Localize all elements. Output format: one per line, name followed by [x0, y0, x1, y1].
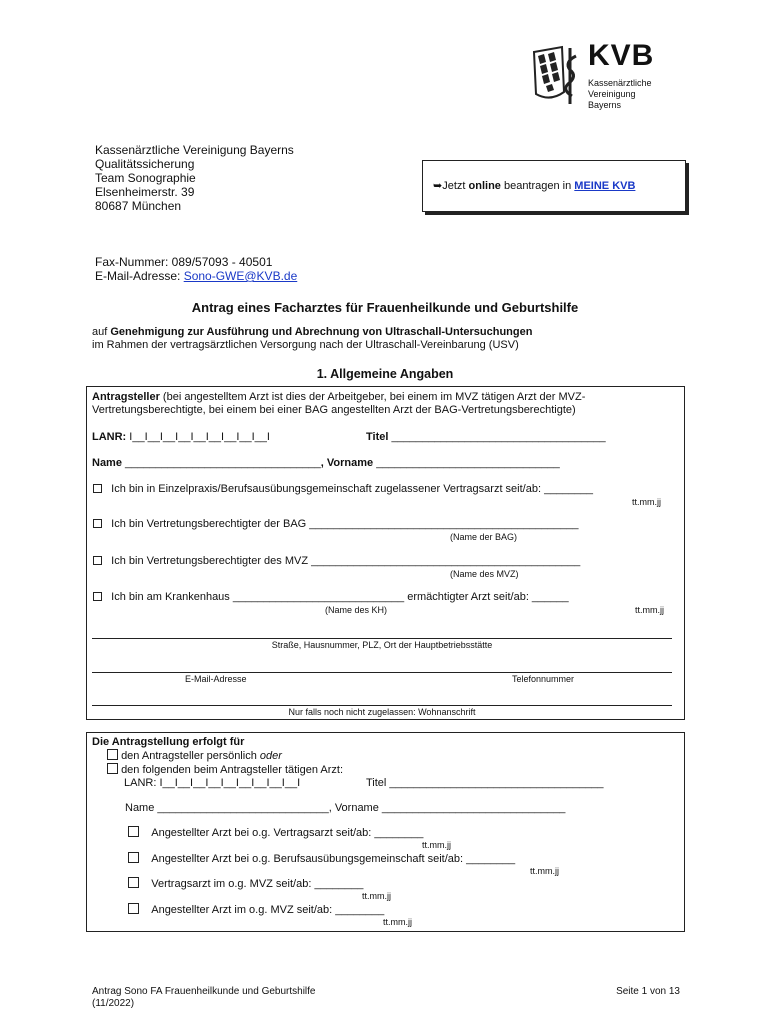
checkbox[interactable]: [128, 852, 139, 863]
arrow-right-icon: ➥: [433, 180, 443, 192]
date-hint: tt.mm.jj: [632, 497, 661, 507]
checkbox[interactable]: [128, 903, 139, 914]
checkbox[interactable]: [107, 749, 118, 760]
name-field[interactable]: Name ________________________________, Vorname ______________________________: [92, 457, 560, 469]
email-link[interactable]: Sono-GWE@KVB.de: [183, 269, 298, 283]
email-contact: E-Mail-Adresse: Sono-GWE@KVB.de: [95, 269, 298, 283]
titel-field[interactable]: Titel ___________________________________: [366, 431, 606, 443]
mvz-name-hint: (Name des MVZ): [450, 569, 519, 579]
page-title: Antrag eines Facharztes für Frauenheilkunde und Geburtshilfe: [191, 300, 579, 315]
lanr-field[interactable]: LANR: I__I__I__I__I__I__I__I__I__I: [92, 431, 270, 443]
footer-doc-name: Antrag Sono FA Frauenheilkunde und Geburtshilfe: [92, 986, 316, 997]
box2-titel-field[interactable]: Titel ___________________________________: [366, 777, 604, 789]
kvb-logo: [530, 40, 700, 110]
box2-title: Die Antragstellung erfolgt für: [92, 736, 245, 748]
antragsteller-desc: Antragsteller (bei angestelltem Arzt ist dies der Arbeitgeber, bei einem im MVZ tätigen Arzt der MVZ- Vertretungsberechtigte, bei einem bei einer BAG angestellten Arzt der BAG-Vertretungsberechtigte): [92, 391, 586, 416]
address-line: Kassenärztliche Vereinigung Bayerns: [95, 143, 294, 157]
opt-einzelpraxis[interactable]: Ich bin in Einzelpraxis/Berufsausübungsgemeinschaft zugelassener Vertragsarzt seit/ab: ________: [93, 483, 593, 496]
logo-brand: KVB: [588, 39, 655, 72]
box2-lanr-field[interactable]: LANR: I__I__I__I__I__I__I__I__I__I: [124, 777, 301, 789]
opt-angestellt-vertragsarzt[interactable]: Angestellter Arzt bei o.g. Vertragsarzt seit/ab: ________: [128, 826, 423, 840]
email-hint: E-Mail-Adresse: [185, 674, 247, 684]
date-hint: tt.mm.jj: [383, 917, 412, 927]
checkbox[interactable]: [128, 826, 139, 837]
date-hint: tt.mm.jj: [530, 866, 559, 876]
logo-subtitle-3: Bayerns: [588, 100, 622, 110]
address-line: 80687 München: [95, 199, 182, 213]
address-input-line[interactable]: [92, 638, 672, 639]
checkbox[interactable]: [93, 556, 102, 565]
date-hint: tt.mm.jj: [422, 840, 451, 850]
checkbox[interactable]: [93, 519, 102, 528]
opt-krankenhaus[interactable]: Ich bin am Krankenhaus ____________________________ ermächtigter Arzt seit/ab: ______: [93, 591, 569, 604]
home-address-hint: Nur falls noch nicht zugelassen: Wohnanschrift: [288, 707, 476, 717]
logo-subtitle-2: Vereinigung: [588, 89, 636, 99]
home-address-input-line[interactable]: [92, 705, 672, 706]
footer-doc-version: (11/2022): [92, 998, 135, 1009]
kvb-shield-icon: [530, 44, 584, 106]
intro-text: auf Genehmigung zur Ausführung und Abrechnung von Ultraschall-Untersuchungen im Rahmen der vertragsärztlichen Versorgung nach der Ultraschall-Vereinbarung (USV): [92, 326, 533, 351]
checkbox[interactable]: [93, 484, 102, 493]
address-hint: Straße, Hausnummer, PLZ, Ort der Hauptbetriebsstätte: [271, 640, 493, 650]
opt-vertragsarzt-mvz[interactable]: Vertragsarzt im o.g. MVZ seit/ab: ________: [128, 877, 363, 891]
opt-angestellt-mvz[interactable]: Angestellter Arzt im o.g. MVZ seit/ab: ________: [128, 903, 384, 917]
contact-input-line[interactable]: [92, 672, 672, 673]
checkbox[interactable]: [107, 763, 118, 774]
checkbox[interactable]: [93, 592, 102, 601]
meine-kvb-link[interactable]: MEINE KVB: [574, 180, 636, 192]
opt-following[interactable]: den folgenden beim Antragsteller tätigen Arzt:: [107, 763, 343, 777]
box2-name-field[interactable]: Name ____________________________, Vorname ______________________________: [125, 802, 566, 814]
address-line: Qualitätssicherung: [95, 157, 195, 171]
footer-page-number: Seite 1 von 13: [616, 986, 680, 997]
opt-angestellt-bag[interactable]: Angestellter Arzt bei o.g. Berufsausübungsgemeinschaft seit/ab: ________: [128, 852, 515, 866]
bag-name-hint: (Name der BAG): [450, 532, 518, 542]
fax-number: Fax-Nummer: 089/57093 - 40501: [95, 255, 273, 269]
address-line: Elsenheimerstr. 39: [95, 185, 195, 199]
logo-subtitle-1: Kassenärztliche: [588, 78, 652, 88]
opt-mvz[interactable]: Ich bin Vertretungsberechtigter des MVZ ____________________________________________: [93, 555, 580, 568]
date-hint: tt.mm.jj: [635, 605, 664, 615]
phone-hint: Telefonnummer: [512, 674, 575, 684]
address-line: Team Sonographie: [95, 171, 196, 185]
opt-bag[interactable]: Ich bin Vertretungsberechtigter der BAG ____________________________________________: [93, 518, 578, 531]
kh-name-hint: (Name des KH): [325, 605, 388, 615]
checkbox[interactable]: [128, 877, 139, 888]
recipient-address: [95, 143, 294, 213]
opt-personal[interactable]: den Antragsteller persönlich oder: [107, 749, 282, 763]
section-title: 1. Allgemeine Angaben: [316, 367, 454, 381]
date-hint: tt.mm.jj: [362, 891, 391, 901]
online-apply-box: ➥Jetzt online beantragen in MEINE KVB: [422, 160, 686, 212]
